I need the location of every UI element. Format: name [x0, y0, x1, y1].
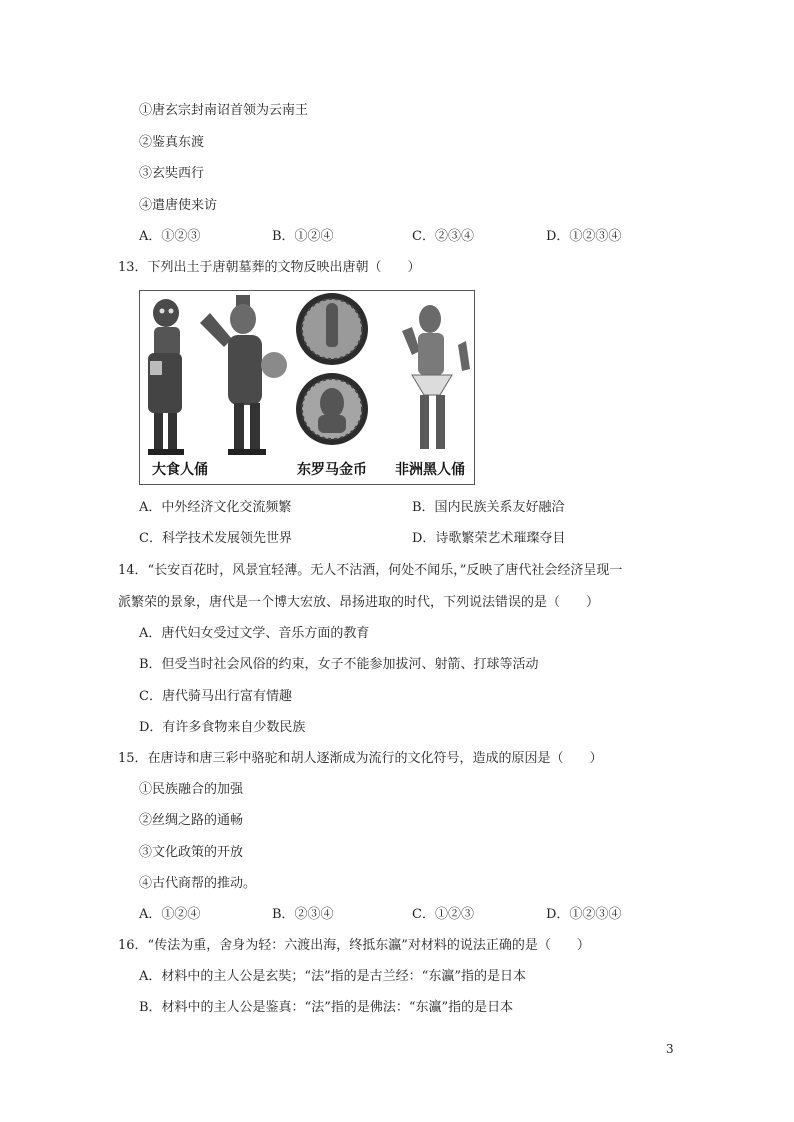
q12-option-c: C．②③④	[412, 229, 474, 244]
q12-option-a: A．①②③	[139, 229, 201, 244]
caption-african-figurine: 非洲黑人俑	[395, 462, 465, 478]
q15-item-2: ②丝绸之路的通畅	[139, 813, 244, 828]
q14-stem-line-1: 14．“长安百花时，风景宜轻薄。无人不沽酒，何处不闻乐，”反映了唐代社会经济呈现一	[118, 563, 623, 578]
african-figurine-image	[402, 305, 470, 449]
q14-option-a: A．唐代妇女受过文学、音乐方面的教育	[139, 626, 370, 641]
caption-byzantine-coin: 东罗马金币	[297, 462, 367, 478]
q13-option-b: B．国内民族关系友好融洽	[412, 500, 565, 515]
q16-option-b: B．材料中的主人公是鉴真：“法”指的是佛法：“东瀛”指的是日本	[139, 1000, 514, 1015]
q15-option-b: B．②③④	[272, 907, 334, 922]
q15-option-c: C．①②③	[412, 907, 474, 922]
q13-option-c: C．科学技术发展领先世界	[139, 531, 292, 546]
q12-item-1: ①唐玄宗封南诏首领为云南王	[139, 103, 309, 118]
q14-option-c: C．唐代骑马出行富有情趣	[139, 689, 292, 704]
q15-option-a: A．①②④	[139, 907, 201, 922]
q12-item-2: ②鉴真东渡	[139, 135, 205, 150]
q16-option-a: A．材料中的主人公是玄奘；“法”指的是古兰经：“东瀛”指的是日本	[139, 969, 526, 984]
q15-option-d: D．①②③④	[546, 907, 622, 922]
q15-item-4: ④古代商帮的推动。	[139, 876, 257, 891]
q12-option-d: D．①②③④	[546, 229, 622, 244]
byzantine-gold-coin-image	[296, 293, 368, 445]
q14-option-b: B．但受当时社会风俗的约束，女子不能参加拔河、射箭、打球等活动	[139, 657, 539, 672]
q13-option-a: A．中外经济文化交流频繁	[139, 500, 292, 515]
caption-arab-figurine: 大食人俑	[152, 462, 208, 478]
q15-stem: 15．在唐诗和唐三彩中骆驼和胡人逐渐成为流行的文化符号，造成的原因是（ ）	[118, 751, 603, 766]
q12-item-4: ④遣唐使来访	[139, 198, 218, 213]
q13-option-d: D．诗歌繁荣艺术璀璨夺目	[412, 531, 566, 546]
q14-option-d: D．有许多食物来自少数民族	[139, 720, 306, 735]
artifact-photos	[140, 291, 474, 484]
artifact-figure	[139, 290, 475, 485]
q15-item-3: ③文化政策的开放	[139, 845, 244, 860]
q12-option-b: B．①②④	[272, 229, 334, 244]
q14-stem-line-2: 派繁荣的景象，唐代是一个博大宏放、昂扬进取的时代，下列说法错误的是（ ）	[118, 595, 600, 610]
arab-figurine-image	[148, 299, 184, 455]
q12-item-3: ③玄奘西行	[139, 166, 205, 181]
tang-figurine-image	[200, 295, 287, 455]
q13-stem: 13．下列出土于唐朝墓葬的文物反映出唐朝（ ）	[118, 260, 421, 275]
page-number: 3	[666, 1042, 674, 1056]
q16-stem: 16．“传法为重，舍身为轻：六渡出海，终抵东瀛”对材料的说法正确的是（ ）	[118, 938, 590, 953]
q15-item-1: ①民族融合的加强	[139, 782, 244, 797]
